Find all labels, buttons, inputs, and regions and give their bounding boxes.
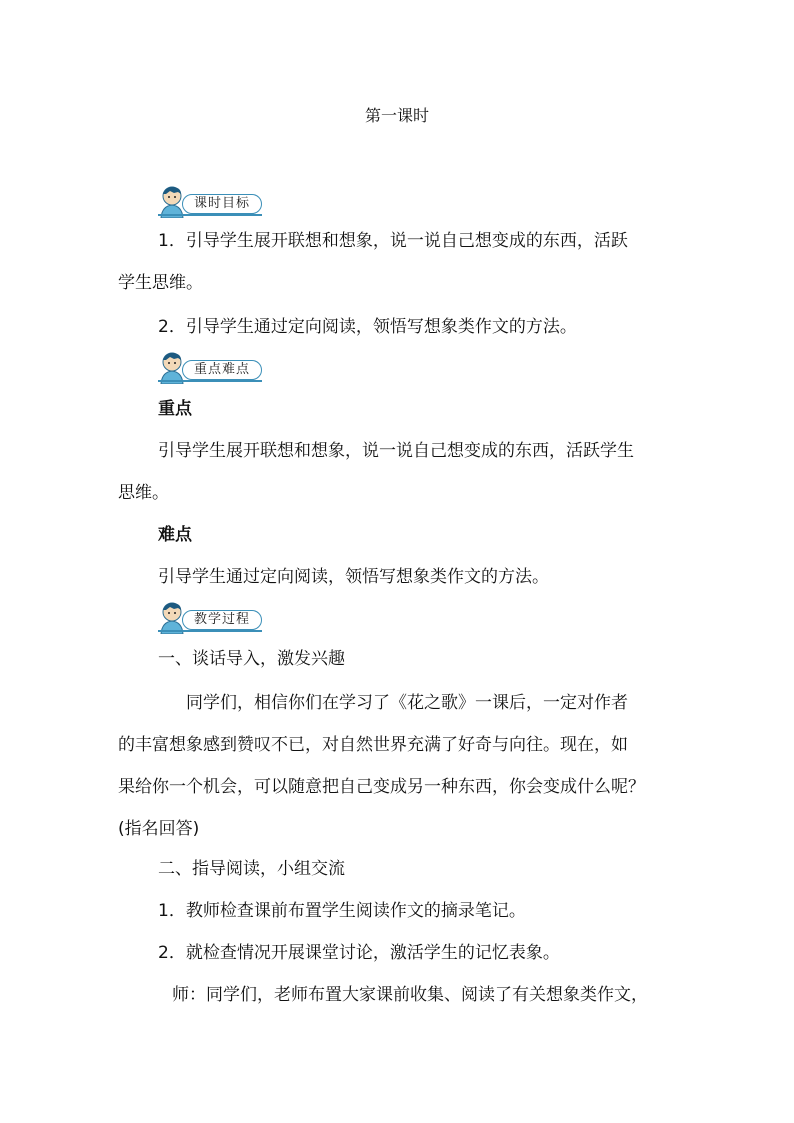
subheading-difficulty: 难点 (158, 525, 192, 545)
process-step: 一、谈话导入，激发兴趣 (158, 649, 345, 669)
key-line: 引导学生展开联想和想象，说一说自己想变成的东西，活跃学生 (158, 441, 634, 461)
goal-line: 学生思维。 (118, 273, 203, 293)
paragraph-line: 果给你一个机会，可以随意把自己变成另一种东西，你会变成什么呢？ (118, 777, 645, 797)
paragraph-line: 的丰富想象感到赞叹不已，对自然世界充满了好奇与向往。现在，如 (118, 735, 628, 755)
section-label: 课时目标 (194, 196, 251, 211)
goal-line: 2．引导学生通过定向阅读，领悟写想象类作文的方法。 (158, 317, 577, 337)
section-badge-process (158, 600, 268, 634)
section-badge-key-points (158, 350, 268, 384)
goal-line: 1．引导学生展开联想和想象，说一说自己想变成的东西，活跃 (158, 231, 628, 251)
section-underline (158, 214, 262, 216)
key-line: 思维。 (118, 483, 169, 503)
paragraph-line: (指名回答) (118, 819, 200, 839)
section-label: 重点难点 (194, 362, 251, 377)
subheading-key: 重点 (158, 399, 192, 419)
section-underline (158, 630, 262, 632)
section-label: 教学过程 (194, 612, 251, 627)
section-underline (158, 380, 262, 382)
section-badge-goals (158, 184, 268, 218)
page-title: 第一课时 (364, 106, 429, 125)
process-item: 师：同学们，老师布置大家课前收集、阅读了有关想象类作文， (172, 985, 648, 1005)
process-step: 二、指导阅读，小组交流 (158, 859, 345, 879)
paragraph-line: 同学们，相信你们在学习了《花之歌》一课后，一定对作者 (186, 693, 628, 713)
process-item: 1．教师检查课前布置学生阅读作文的摘录笔记。 (158, 901, 526, 921)
difficulty-line: 引导学生通过定向阅读，领悟写想象类作文的方法。 (158, 567, 549, 587)
process-item: 2．就检查情况开展课堂讨论，激活学生的记忆表象。 (158, 943, 560, 963)
